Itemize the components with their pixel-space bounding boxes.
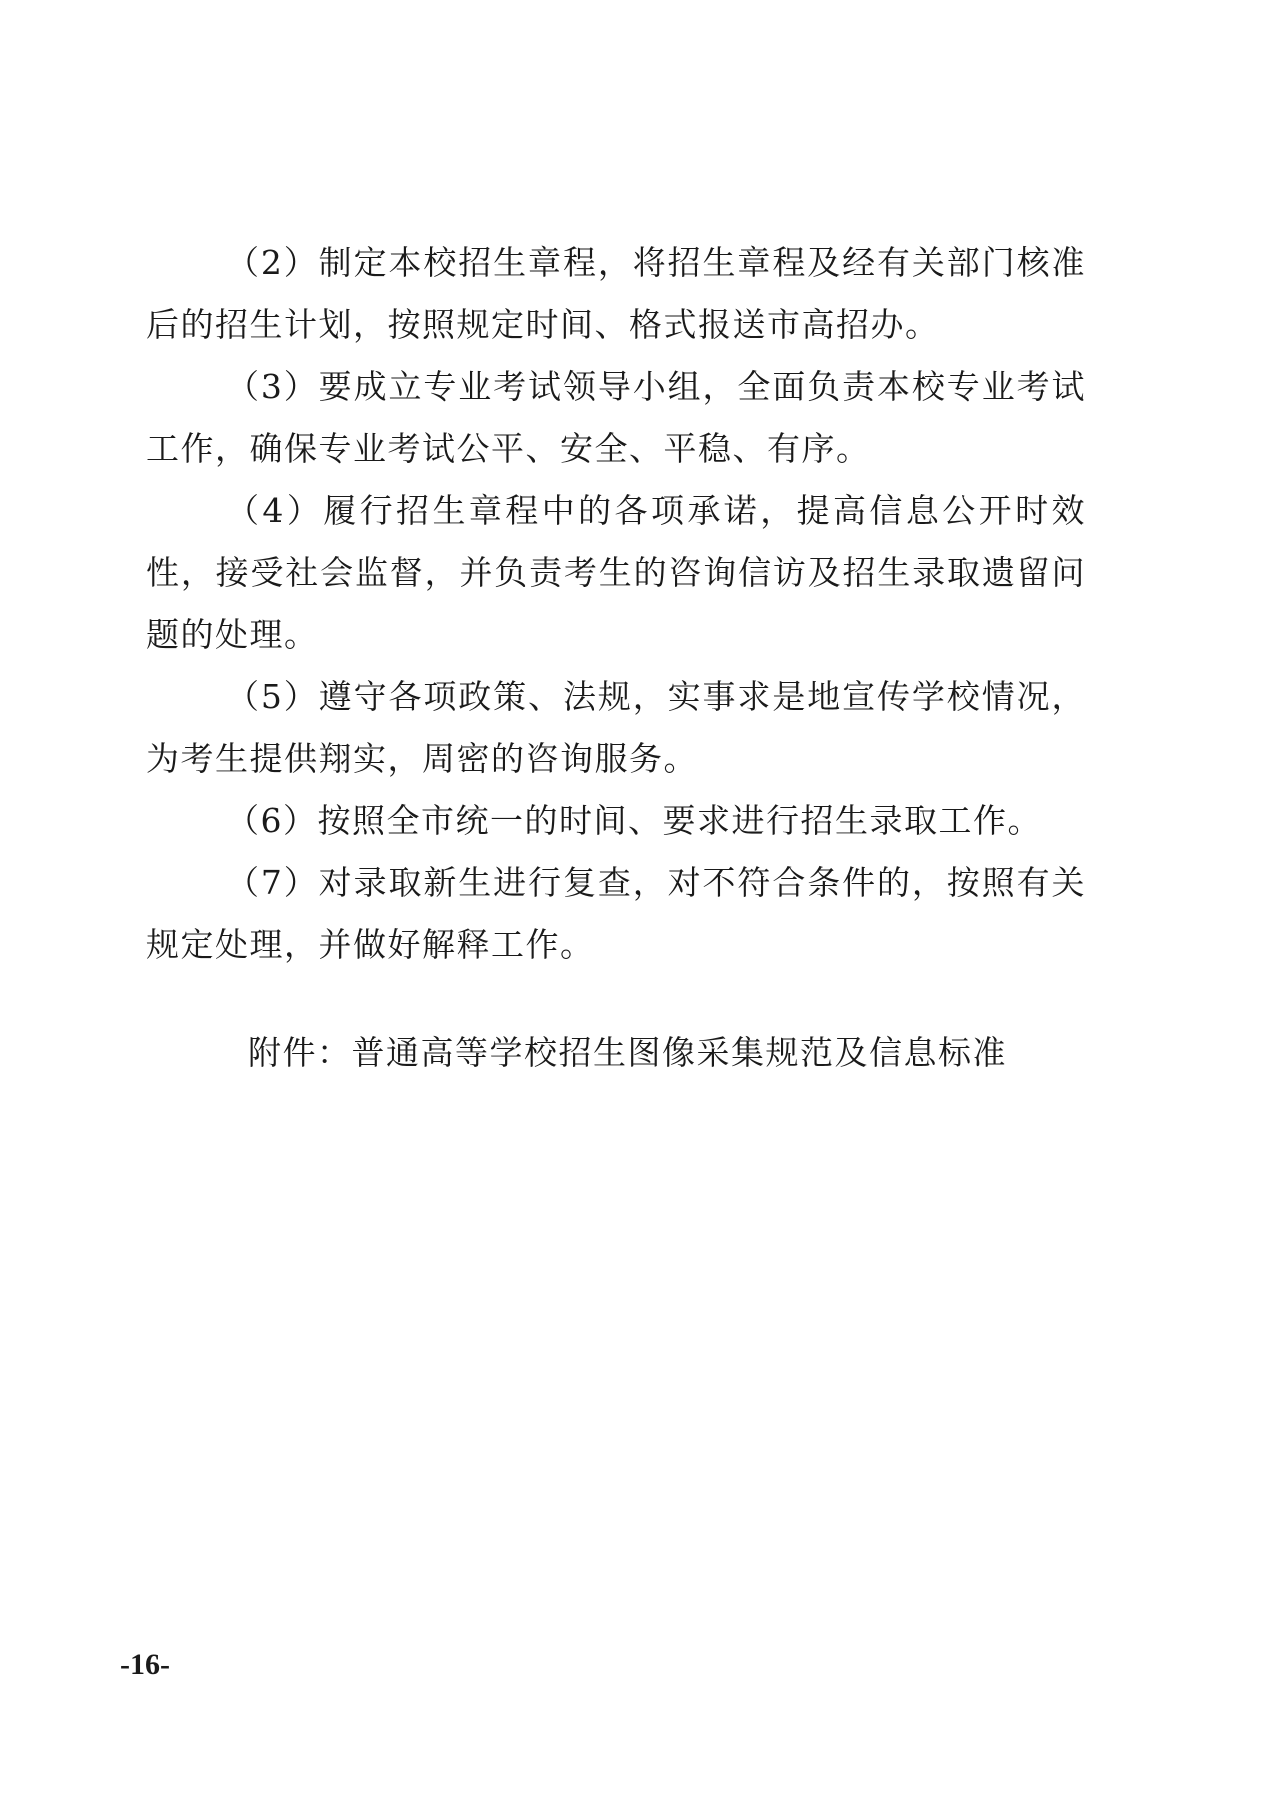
paragraph-2: （2）制定本校招生章程，将招生章程及经有关部门核准后的招生计划，按照规定时间、格式报送市高招办。 [146,243,1086,344]
paragraph-7: （7）对录取新生进行复查，对不符合条件的，按照有关规定处理，并做好解释工作。 [146,863,1086,964]
attachment-line: 附件：普通高等学校招生图像采集规范及信息标准 [248,1033,1007,1072]
paragraph-3: （3）要成立专业考试领导小组，全面负责本校专业考试工作，确保专业考试公平、安全、平稳、有序。 [146,367,1086,468]
paragraph-5: （5）遵守各项政策、法规，实事求是地宣传学校情况，为考生提供翔实，周密的咨询服务。 [146,677,1086,778]
page-number: -16- [120,1648,170,1681]
paragraph-6: （6）按照全市统一的时间、要求进行招生录取工作。 [226,801,1042,840]
body-text [146,232,1086,976]
paragraph-4: （4）履行招生章程中的各项承诺，提高信息公开时效性，接受社会监督，并负责考生的咨询信访及招生录取遗留问题的处理。 [146,491,1086,654]
